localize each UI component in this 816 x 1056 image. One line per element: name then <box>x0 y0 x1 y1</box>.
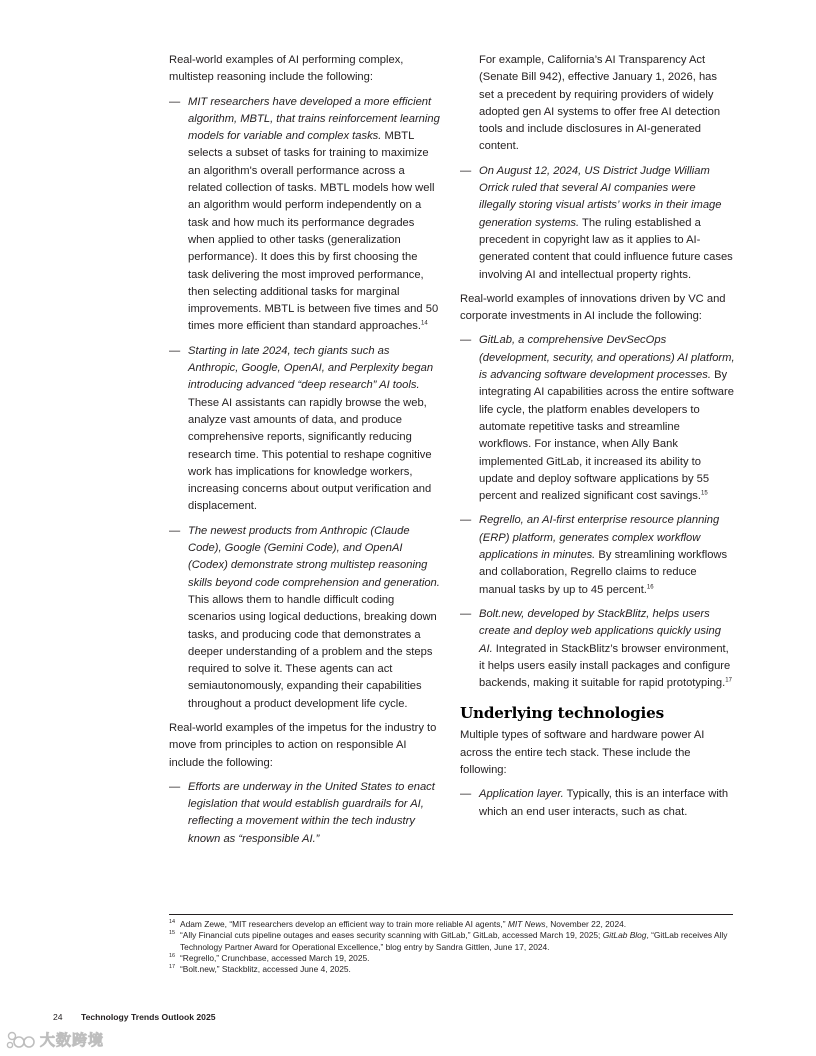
footnote-text: Adam Zewe, “MIT researchers develop an efficient way to train more reliable AI agents,” <box>180 919 508 929</box>
watermark-text: 大数跨境 <box>40 1032 105 1049</box>
item-lead: Application layer. <box>479 788 564 801</box>
list-item-application-layer <box>460 786 735 821</box>
page-footer <box>53 1011 216 1023</box>
dash-bullet: — <box>460 607 472 620</box>
item-body: The ruling established a precedent in copyright law as it applies to AI-generated content that could influence future cases involving AI and intellectual property rights. <box>479 216 733 281</box>
item-body: This allows them to handle difficult coding scenarios using logical deductions, breaking down tasks, and producing code that demonstrates a deeper understanding of a problem and the steps required to solve it. These agents can act semiautonomously, expanding their capabilities throughout a product development life cycle. <box>188 593 437 710</box>
left-column <box>169 52 441 855</box>
publication-title: Technology Trends Outlook 2025 <box>81 1012 216 1022</box>
footnote-text: , “GitLab receives Ally Technology Partner Award for Operational Excellence,” blog entry by Sandra Gittlen, June 17, 2024. <box>180 930 728 952</box>
footnote-number: 16 <box>169 952 176 959</box>
footnote-17 <box>169 964 733 975</box>
legislation-continuation: For example, California’s AI Transparency Act (Senate Bill 942), effective January 1, 2026, has set a precedent by requiring providers of widely adopted gen AI systems to offer free AI detection tools and include disclosures in AI-generated content. <box>479 54 721 153</box>
footnote-16 <box>169 953 733 964</box>
footnote-publication: MIT News <box>507 919 546 929</box>
footnote-text: , November 22, 2024. <box>545 919 627 929</box>
footnote-text: “Regrello,” Crunchbase, accessed March 19, 2025. <box>180 952 370 963</box>
dash-bullet: — <box>169 344 181 357</box>
item-lead: MIT researchers have developed a more efficient algorithm, MBTL, that trains reinforcement learning models for variable and complex tasks. <box>188 95 440 143</box>
list-item-coding-agents <box>169 523 441 713</box>
footnote-ref-17[interactable]: 17 <box>725 677 732 684</box>
item-body: By streamlining workflows and collaboration, Regrello claims to reduce manual tasks by up to 45 percent. <box>479 549 728 596</box>
footnote-publication: GitLab Blog <box>602 930 647 941</box>
footnote-number: 14 <box>169 919 176 925</box>
item-body: These AI assistants can rapidly browse the web, analyze vast amounts of data, and produce comprehensive reports, significantly reducing research time. This potential to reshape cognitive work has implications for knowledge workers, increasing concerns about output verification and displacement. <box>188 396 432 513</box>
intro-vc-investments: Real-world examples of innovations driven by VC and corporate investments in AI include the following: <box>460 292 726 323</box>
dash-bullet: — <box>169 524 181 537</box>
list-item-regrello <box>460 512 735 598</box>
dash-bullet: — <box>460 788 472 801</box>
item-body: By integrating AI capabilities across the entire software life cycle, the platform enables developers to automate repetitive tasks and streamline workflows. For instance, when Ally Bank implemented GitLab, it increased its ability to update and deploy software applications by 55 percent and realized significant cost savings. <box>479 369 734 503</box>
footnote-number: 17 <box>169 964 176 971</box>
footnote-text: “Bolt.new,” Stackblitz, accessed June 4, 2025. <box>180 964 351 975</box>
dash-bullet: — <box>460 334 472 347</box>
dash-bullet: — <box>460 164 472 177</box>
watermark-logo-icon <box>6 1030 36 1050</box>
footnote-number: 15 <box>169 930 176 937</box>
list-item-gitlab <box>460 332 735 505</box>
list-item-legislation <box>169 779 441 848</box>
footnotes <box>169 919 733 975</box>
item-lead: Starting in late 2024, tech giants such as Anthropic, Google, OpenAI, and Perplexity began introducing advanced “deep research” AI tools. <box>188 344 434 392</box>
list-item-mbtl <box>169 94 441 336</box>
item-body: Integrated in StackBlitz’s browser environment, it helps users easily install packages and configure backends, making it suitable for rapid prototyping. <box>479 642 731 690</box>
section-heading: Underlying technologies <box>460 704 664 723</box>
list-item-bolt-new <box>460 606 735 692</box>
intro-reasoning: Real-world examples of AI performing complex, multistep reasoning include the following: <box>169 54 404 84</box>
footnote-text: “Ally Financial cuts pipeline outages and eases security scanning with GitLab,” GitLab, accessed March 19, 2025; <box>180 930 603 941</box>
footnote-15 <box>169 930 733 953</box>
item-lead: The newest products from Anthropic (Claude Code), Google (Gemini Code), and OpenAI (Codex) demonstrate strong multistep reasoning skills beyond code comprehension and generation. <box>188 524 440 589</box>
footnote-ref-14[interactable]: 14 <box>421 320 428 327</box>
item-lead: Bolt.new, developed by StackBlitz, helps users create and deploy web applications quickly using AI. <box>479 607 721 655</box>
item-lead: GitLab, a comprehensive DevSecOps (development, security, and operations) AI platform, is advancing software development processes. <box>479 334 735 382</box>
page-number: 24 <box>53 1012 63 1022</box>
dash-bullet: — <box>460 514 472 527</box>
footnote-ref-16[interactable]: 16 <box>646 583 654 590</box>
dash-bullet: — <box>169 780 181 793</box>
item-body: MBTL selects a subset of tasks for training to maximize an algorithm's overall performance across a related collection of tasks. MBTL models how well an algorithm would perform independently on a task and how much its performance degrades when applied to other tasks (generalization performance). It does this by first choosing the task delivering the most improved performance, then selecting additional tasks for marginal improvements. MBTL is between five times and 50 times more efficient than standard approaches. <box>188 130 439 333</box>
intro-responsible-ai: Real-world examples of the impetus for the industry to move from principles to action on responsible AI include the following: <box>169 721 437 769</box>
dash-bullet: — <box>169 95 181 108</box>
footnote-divider <box>169 914 733 915</box>
footnote-ref-15[interactable]: 15 <box>701 490 708 497</box>
intro-tech-stack: Multiple types of software and hardware power AI across the entire tech stack. These include the following: <box>460 729 705 776</box>
item-body: Typically, this is an interface with which an end user interacts, such as chat. <box>479 788 729 818</box>
watermark <box>6 1029 104 1050</box>
item-lead: Efforts are underway in the United States to enact legislation that would establish guardrails for AI, reflecting a movement within the tech industry known as “responsible AI.” <box>188 780 435 845</box>
item-lead: Regrello, an AI-first enterprise resource planning (ERP) platform, generates complex workflow applications in minutes. <box>479 514 720 562</box>
item-lead: On August 12, 2024, US District Judge William Orrick ruled that several AI companies were illegally storing visual artists’ works in their image generation systems. <box>479 164 722 229</box>
list-item-deep-research <box>169 343 441 516</box>
list-item-court-ruling <box>460 163 735 284</box>
footnote-14 <box>169 919 733 930</box>
right-column <box>460 52 735 828</box>
